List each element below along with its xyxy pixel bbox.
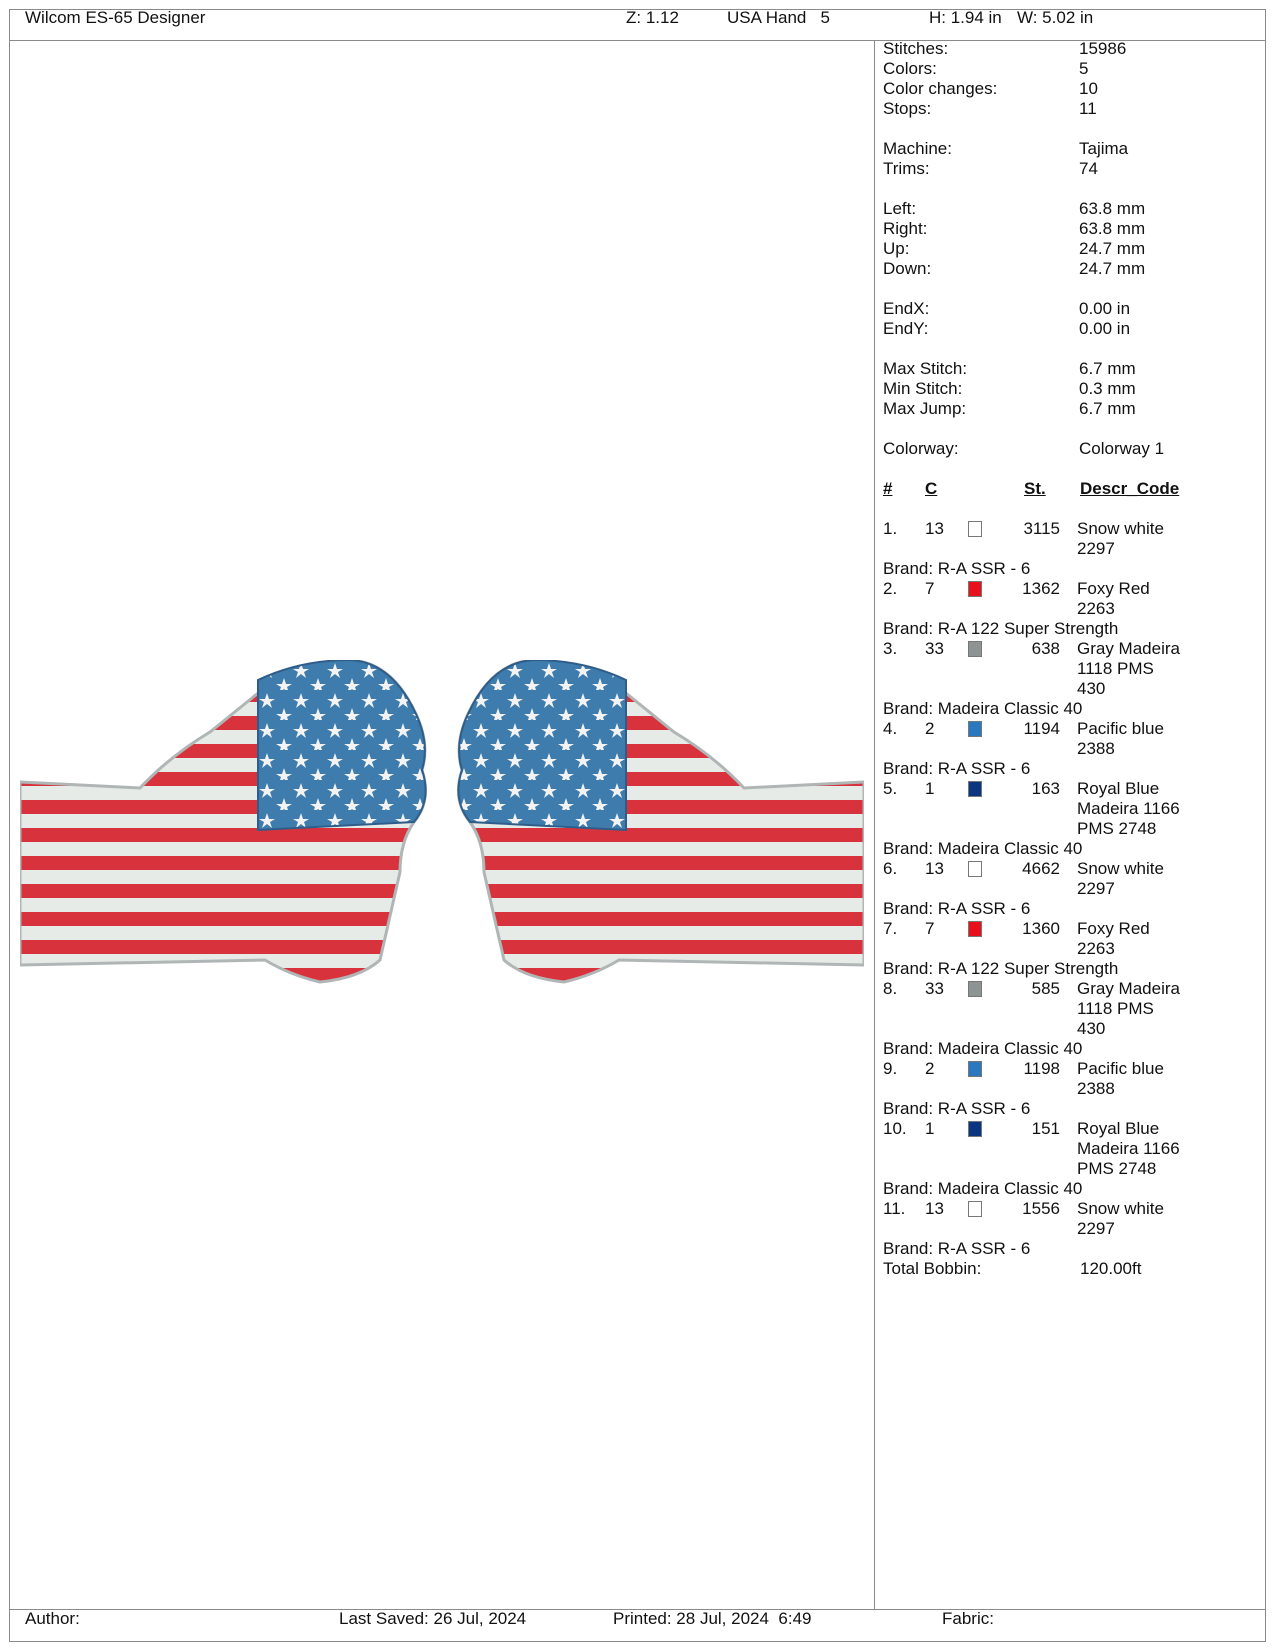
stat-value: Colorway 1	[1079, 439, 1165, 458]
stat-label: Max Stitch:	[883, 359, 968, 378]
thread-number: 10.	[883, 1119, 907, 1138]
thread-description: Gray Madeira	[1077, 979, 1180, 998]
thread-description: 2263	[1077, 939, 1115, 958]
thread-description: Snow white	[1077, 519, 1164, 538]
thread-row	[883, 859, 1263, 899]
thread-row	[883, 979, 1263, 1039]
thread-stitches: 1556	[1022, 1199, 1060, 1218]
thread-description: Pacific blue	[1077, 1059, 1164, 1078]
thread-color-swatch	[968, 721, 982, 737]
author-label: Author:	[25, 1609, 80, 1628]
header-divider	[9, 40, 1266, 41]
stat-label: Right:	[883, 219, 928, 238]
thread-stitches: 1194	[1023, 719, 1060, 738]
thread-description: Royal Blue	[1077, 1119, 1160, 1138]
thread-stitches: 1198	[1023, 1059, 1060, 1078]
thread-brand: Brand: R-A SSR - 6	[883, 899, 1031, 918]
stat-label: Max Jump:	[883, 399, 967, 418]
thread-row	[883, 719, 1263, 759]
thread-color-code: 2	[925, 719, 935, 738]
thread-brand: Brand: R-A 122 Super Strength	[883, 959, 1119, 978]
stat-value: 10	[1079, 79, 1098, 98]
thread-color-code: 7	[925, 579, 935, 598]
fabric-label: Fabric:	[942, 1609, 994, 1628]
stat-label: Left:	[883, 199, 917, 218]
thread-description: PMS 2748	[1077, 1159, 1157, 1178]
thread-number: 5.	[883, 779, 898, 798]
thread-row	[883, 1199, 1263, 1239]
stat-value: 74	[1079, 159, 1098, 178]
thread-description: Royal Blue	[1077, 779, 1160, 798]
thread-color-swatch	[968, 581, 982, 597]
thread-description: Pacific blue	[1077, 719, 1164, 738]
stat-value: 6.7 mm	[1079, 399, 1136, 418]
stat-value: Tajima	[1079, 139, 1129, 158]
stat-label: Colorway:	[883, 439, 959, 458]
thread-stitches: 3115	[1023, 519, 1060, 538]
stat-label: Machine:	[883, 139, 952, 158]
thread-color-swatch	[968, 781, 982, 797]
thread-color-swatch	[968, 1201, 982, 1217]
thread-description: 2297	[1077, 539, 1115, 558]
thread-stitches: 638	[1031, 639, 1060, 658]
thread-number: 1.	[883, 519, 898, 538]
stat-label: Colors:	[883, 59, 937, 78]
thread-description: Snow white	[1077, 859, 1164, 878]
thread-description: 1118 PMS	[1077, 999, 1154, 1018]
thread-row	[883, 919, 1263, 959]
thread-number: 7.	[883, 919, 898, 938]
thread-color-swatch	[968, 641, 982, 657]
thread-description: Gray Madeira	[1077, 639, 1180, 658]
thread-number: 4.	[883, 719, 898, 738]
thread-number: 6.	[883, 859, 898, 878]
stat-value: 63.8 mm	[1079, 199, 1146, 218]
thread-color-swatch	[968, 981, 982, 997]
thread-color-code: 13	[925, 519, 944, 538]
header-number: #	[883, 479, 893, 498]
stat-value: 63.8 mm	[1079, 219, 1146, 238]
stat-label: Up:	[883, 239, 910, 258]
thread-description: Madeira 1166	[1077, 799, 1180, 818]
thread-color-swatch	[968, 861, 982, 877]
design-preview	[20, 660, 864, 990]
thread-description: 2388	[1077, 1079, 1115, 1098]
thread-description: Snow white	[1077, 1199, 1164, 1218]
thread-brand: Brand: R-A SSR - 6	[883, 759, 1031, 778]
thread-stitches: 1360	[1022, 919, 1060, 938]
thread-row	[883, 579, 1263, 619]
thread-color-code: 33	[925, 639, 944, 658]
left-fist-shape	[20, 660, 426, 982]
thread-description: 2297	[1077, 1219, 1115, 1238]
thread-brand: Brand: Madeira Classic 40	[883, 1179, 1083, 1198]
thread-row	[883, 639, 1263, 699]
stat-label: Color changes:	[883, 79, 998, 98]
thread-brand: Brand: R-A SSR - 6	[883, 559, 1031, 578]
thread-row	[883, 779, 1263, 839]
thread-color-code: 7	[925, 919, 935, 938]
thread-color-code: 33	[925, 979, 944, 998]
thread-color-code: 2	[925, 1059, 935, 1078]
stat-label: Down:	[883, 259, 932, 278]
design-height: H: 1.94 in	[929, 8, 1002, 27]
stat-value: 15986	[1079, 39, 1127, 58]
printed-date: Printed: 28 Jul, 2024 6:49	[613, 1609, 812, 1628]
header-color: C	[925, 479, 938, 498]
thread-description: 2388	[1077, 739, 1115, 758]
stat-label: Stops:	[883, 99, 932, 118]
header-description: Descr_Code	[1080, 479, 1180, 498]
thread-color-swatch	[968, 1121, 982, 1137]
thread-brand: Brand: Madeira Classic 40	[883, 699, 1083, 718]
thread-description: Foxy Red	[1077, 579, 1150, 598]
design-name: USA Hand 5	[727, 8, 831, 27]
thread-color-code: 13	[925, 859, 944, 878]
thread-number: 11.	[883, 1199, 906, 1218]
right-fist-shape	[458, 660, 864, 982]
thread-color-code: 13	[925, 1199, 944, 1218]
stat-value: 6.7 mm	[1079, 359, 1136, 378]
app-title: Wilcom ES-65 Designer	[25, 8, 206, 27]
stat-label: Stitches:	[883, 39, 949, 58]
stat-label: Min Stitch:	[883, 379, 963, 398]
thread-brand: Brand: R-A 122 Super Strength	[883, 619, 1119, 638]
thread-color-code: 1	[925, 1119, 935, 1138]
thread-description: 2263	[1077, 599, 1115, 618]
thread-color-code: 1	[925, 779, 935, 798]
thread-color-swatch	[968, 521, 982, 537]
thread-row	[883, 1119, 1263, 1179]
thread-description: 430	[1077, 1019, 1106, 1038]
stat-value: 0.3 mm	[1079, 379, 1136, 398]
thread-number: 3.	[883, 639, 898, 658]
thread-number: 8.	[883, 979, 898, 998]
total-bobbin-value: 120.00ft	[1080, 1259, 1142, 1278]
thread-description: 2297	[1077, 879, 1115, 898]
thread-stitches: 163	[1031, 779, 1060, 798]
stat-value: 24.7 mm	[1079, 259, 1146, 278]
design-width: W: 5.02 in	[1017, 8, 1094, 27]
thread-stitches: 585	[1031, 979, 1060, 998]
stat-value: 24.7 mm	[1079, 239, 1146, 258]
panel-divider	[874, 40, 875, 1609]
thread-row	[883, 1059, 1263, 1099]
header-stitches: St.	[1024, 479, 1046, 498]
thread-number: 9.	[883, 1059, 898, 1078]
thread-number: 2.	[883, 579, 898, 598]
last-saved: Last Saved: 26 Jul, 2024	[339, 1609, 527, 1628]
thread-stitches: 4662	[1022, 859, 1060, 878]
thread-brand: Brand: R-A SSR - 6	[883, 1239, 1031, 1258]
thread-description: Madeira 1166	[1077, 1139, 1180, 1158]
thread-stitches: 151	[1031, 1119, 1060, 1138]
thread-color-swatch	[968, 921, 982, 937]
stat-label: Trims:	[883, 159, 930, 178]
stat-value: 0.00 in	[1079, 319, 1131, 338]
stat-value: 11	[1079, 99, 1097, 118]
stat-value: 5	[1079, 59, 1089, 78]
thread-brand: Brand: R-A SSR - 6	[883, 1099, 1031, 1118]
thread-description: 1118 PMS	[1077, 659, 1154, 678]
stat-label: EndX:	[883, 299, 930, 318]
thread-brand: Brand: Madeira Classic 40	[883, 1039, 1083, 1058]
thread-description: Foxy Red	[1077, 919, 1150, 938]
thread-row	[883, 519, 1263, 559]
thread-description: PMS 2748	[1077, 819, 1157, 838]
thread-description: 430	[1077, 679, 1106, 698]
thread-stitches: 1362	[1022, 579, 1060, 598]
stat-value: 0.00 in	[1079, 299, 1131, 318]
stat-label: EndY:	[883, 319, 929, 338]
total-bobbin-label: Total Bobbin:	[883, 1259, 982, 1278]
thread-color-swatch	[968, 1061, 982, 1077]
zoom-level: Z: 1.12	[626, 8, 679, 27]
thread-brand: Brand: Madeira Classic 40	[883, 839, 1083, 858]
